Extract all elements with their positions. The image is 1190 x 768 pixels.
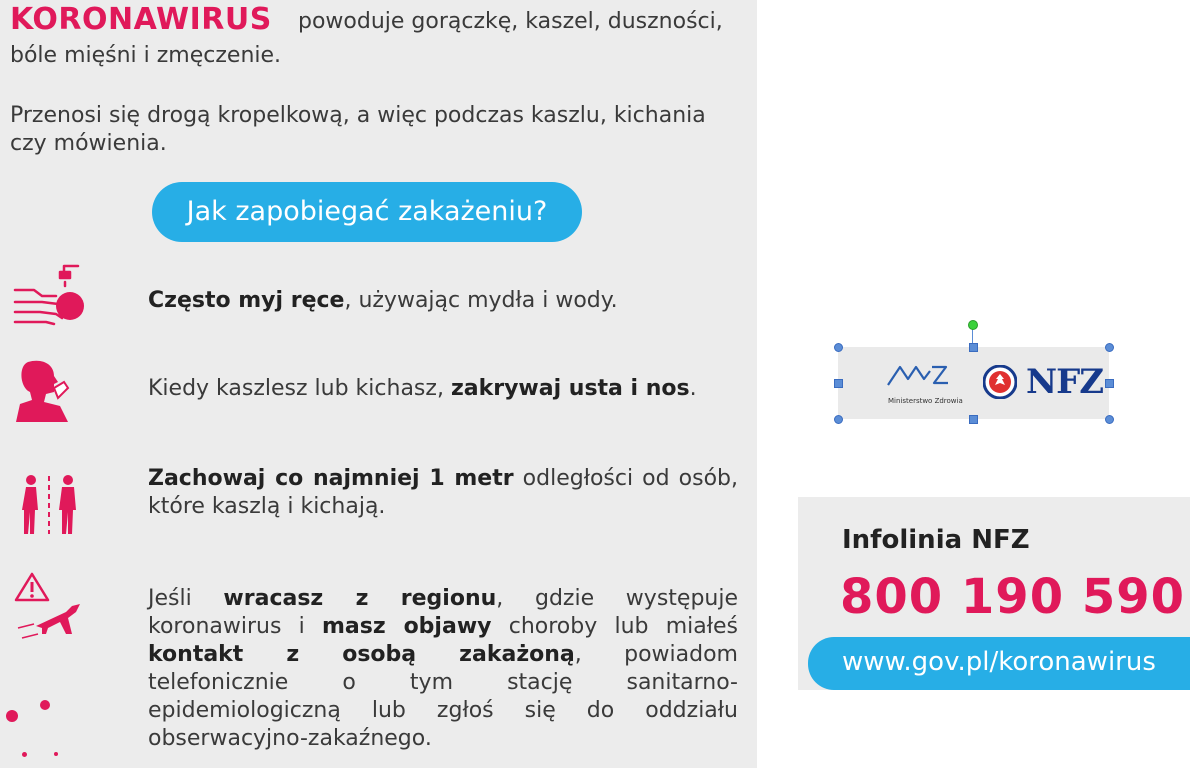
decorative-dot <box>6 710 18 722</box>
resize-handle-e[interactable] <box>1105 379 1114 388</box>
logos-image[interactable] <box>838 347 1109 419</box>
poster-transmission-text: Przenosi się drogą kropelkową, a więc podczas kaszlu, kichania czy mówienia. <box>10 103 706 156</box>
hotline-panel <box>798 497 1190 690</box>
poster-headline: KORONAWIRUS <box>10 2 272 37</box>
poster-headline-rest: powoduje gorączkę, kaszel, duszności, <box>298 9 723 34</box>
resize-handle-n[interactable] <box>969 343 978 352</box>
resize-handle-nw[interactable] <box>834 343 843 352</box>
hotline-url: www.gov.pl/koronawirus <box>842 647 1156 677</box>
ministry-of-health-logo <box>886 357 966 391</box>
resize-handle-se[interactable] <box>1105 415 1114 424</box>
hotline-number: 800 190 590 <box>840 569 1186 625</box>
prevention-heading-pill: Jak zapobiegać zakażeniu? <box>152 182 582 242</box>
tip-wash-hands: Często myj ręce, używając mydła i wody. <box>148 288 618 313</box>
decorative-dot <box>40 700 50 710</box>
coughing-person-icon <box>14 358 70 424</box>
decorative-dot <box>54 752 58 756</box>
rotation-handle[interactable] <box>968 320 978 330</box>
resize-handle-s[interactable] <box>969 415 978 424</box>
eagle-emblem-icon <box>983 365 1017 399</box>
tip-keep-distance: Zachowaj co najmniej 1 metr odległości od osób, które kaszlą i kichają. <box>148 466 738 519</box>
nfz-logo: NFZ <box>1026 362 1104 402</box>
hand-washing-icon <box>12 262 87 332</box>
ministry-caption: Ministerstwo Zdrowia <box>888 397 963 405</box>
tip-cover-mouth: Kiedy kaszlesz lub kichasz, zakrywaj usta i nos. <box>148 376 697 401</box>
resize-handle-w[interactable] <box>834 379 843 388</box>
poster-symptoms-line: bóle mięśni i zmęczenie. <box>10 43 282 68</box>
decorative-dot <box>22 752 27 757</box>
resize-handle-sw[interactable] <box>834 415 843 424</box>
travel-warning-icon <box>14 572 90 642</box>
hotline-title: Infolinia NFZ <box>842 525 1030 555</box>
distance-people-icon <box>22 474 82 536</box>
resize-handle-ne[interactable] <box>1105 343 1114 352</box>
tip-travel-contact: Jeśli wracasz z regionu, gdzie występuje koronawirus i masz objawy choroby lub miałeś kontakt z osobą zakażoną, powiadom telefonicznie o tym stację sanitarno-epidemiologiczną lub zgłoś się do oddziału obserwacyjno-zakaźnego. <box>148 586 739 751</box>
